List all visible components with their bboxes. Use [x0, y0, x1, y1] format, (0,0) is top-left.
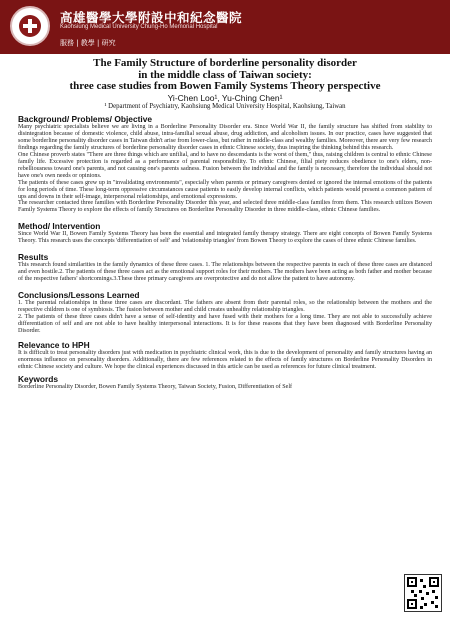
conclusions-paragraph-2: 2. The patients of these three cases didn't have a sense of self-identity and have fused with their mothers for a long time. They are not able to successfully achieve differentiation of self and are not able to have healthy interpersonal interactions. It is for these reasons that they have been diagnosed with Borderline Personality Disorder.	[18, 314, 432, 334]
conclusions-heading: Conclusions/Lessons Learned	[18, 290, 140, 301]
title-line-3: three case studies from Bowen Family Systems Theory perspective	[69, 80, 381, 92]
qr-code[interactable]	[404, 574, 442, 612]
title-line-2: in the middle class of Taiwan society:	[138, 68, 312, 81]
background-paragraph-3: The patients of these cases grew up in "invalidating environments", especially when parents or primary caregivers denied or ignored the internal emotions of the patients for long periods of time. These long-term oppressive circumstances cause patients to easily develop internal conflicts, which patients would present a common pattern of ups and downs in their self-image, interpersonal relationships, and emotional expressions.	[18, 179, 432, 200]
hospital-header	[0, 0, 450, 54]
affiliation: ¹ Department of Psychiatry, Kaohsiung Medical University Hospital, Kaohsiung, Taiwan	[104, 103, 346, 110]
title-line-1: The Family Structure of borderline personality disorder	[93, 57, 357, 69]
relevance-heading: Relevance to HPH	[18, 339, 90, 350]
hospital-logo	[10, 6, 50, 46]
background-paragraph-1: Many psychiatric specialists believe we are living in a Borderline Personality Disorder era. Since World War II, the family structure has shifted from stability to disintegration because of domestic violence, child abuse, intra-familial sexual abuse, drug addiction, and alcoholism issues. In our practice, cases have suggested that some borderline personality disorder cases in Taiwan didn't arise from lower-class, but rather in middle-class and wealthy families. Moreover, there are very few research findings regarding the family structures of borderline personality disorder cases in ethnic Chinese society, thus inspiring the thinking behind this research.	[18, 124, 432, 151]
hospital-name-zh: 高雄醫學大學附設中和紀念醫院	[60, 10, 243, 25]
keywords-heading: Keywords	[18, 373, 59, 384]
relevance-paragraph: It is difficult to treat personality disorders just with medication in psychiatric clinical work, this is due to the development of personality and family structures having an enormous influence on personality disorders. Additionally, there are few references related to the effects of family structures on Borderline Personality Disorders in ethnic Chinese society and culture. We hope the clinical experiences discussed in this article can be used as references for future clinical treatment.	[18, 349, 432, 370]
hospital-tagline: 服務 | 教學 | 研究	[60, 39, 116, 47]
author-list: Yi-Chen Loo¹, Yu-Ching Chen¹	[167, 93, 283, 103]
background-heading: Background/ Problems/ Objective	[18, 114, 153, 124]
method-heading: Method/ Intervention	[18, 221, 101, 232]
results-paragraph: This research found similarities in the family dynamics of these three cases. 1. The relationships between the respective parents in each of these three cases are distanced and even hostile.2. The patients of these three cases act as the emotional support roles for their mothers. The mothers have been acting as both father and mother because of the respective fathers' shortcomings.3.These three primary caregivers are overprotective and do not allow the patient to have autonomy.	[18, 262, 432, 283]
poster-body	[18, 114, 432, 391]
conclusions-paragraph-1: 1. The parental relationships in these three cases are discordant. The fathers are absent from their parental roles, so the relationship between the mothers and the respective children is one of symbiosis. The fusion between mother and child creates unhealthy relationship triangles.	[18, 300, 432, 314]
poster-title	[30, 58, 420, 93]
method-paragraph: Since World War II, Bowen Family Systems Theory has been the essential and integrated family therapy strategy. There are eight concepts of Bowen Family Systems Theory. This research uses the concepts 'differentiation of self' and 'relationship triangles' from Bowen Theory to explore the cases of three ethnic Chinese families.	[18, 231, 432, 245]
background-paragraph-4: The researcher contacted three families with Borderline Personality Disorder this year, and selected three middle-class families from them. This research utilizes Bowen Family Systems Theory to explore the effects of family Structures on Borderline Personality Disorder in three middle-class, ethnic Chinese families.	[18, 200, 432, 214]
background-paragraph-2: One Chinese proverb states "There are three things which are unfilial, and to have no descendants is the worst of them," thus, raising children is central to ethnic Chinese family life. Excessive protection is regarded as a performance of parental responsibility. To ethnic Chinese, filial piety reduces obedience to one's elders, non-rebelliousness toward one's parents, and not causing one's parents sadness. Fusion between the individual and the family is necessary, therefore the individual should not have one's own needs or opinions.	[18, 151, 432, 179]
results-heading: Results	[18, 252, 49, 263]
hospital-name-en: Kaohsiung Medical University Chung-Ho Memorial Hospital	[60, 24, 218, 30]
keywords-text: Borderline Personality Disorder, Bowen Family Systems Theory, Taiwan Society, Fusion, Differentiation of Self	[18, 383, 293, 390]
